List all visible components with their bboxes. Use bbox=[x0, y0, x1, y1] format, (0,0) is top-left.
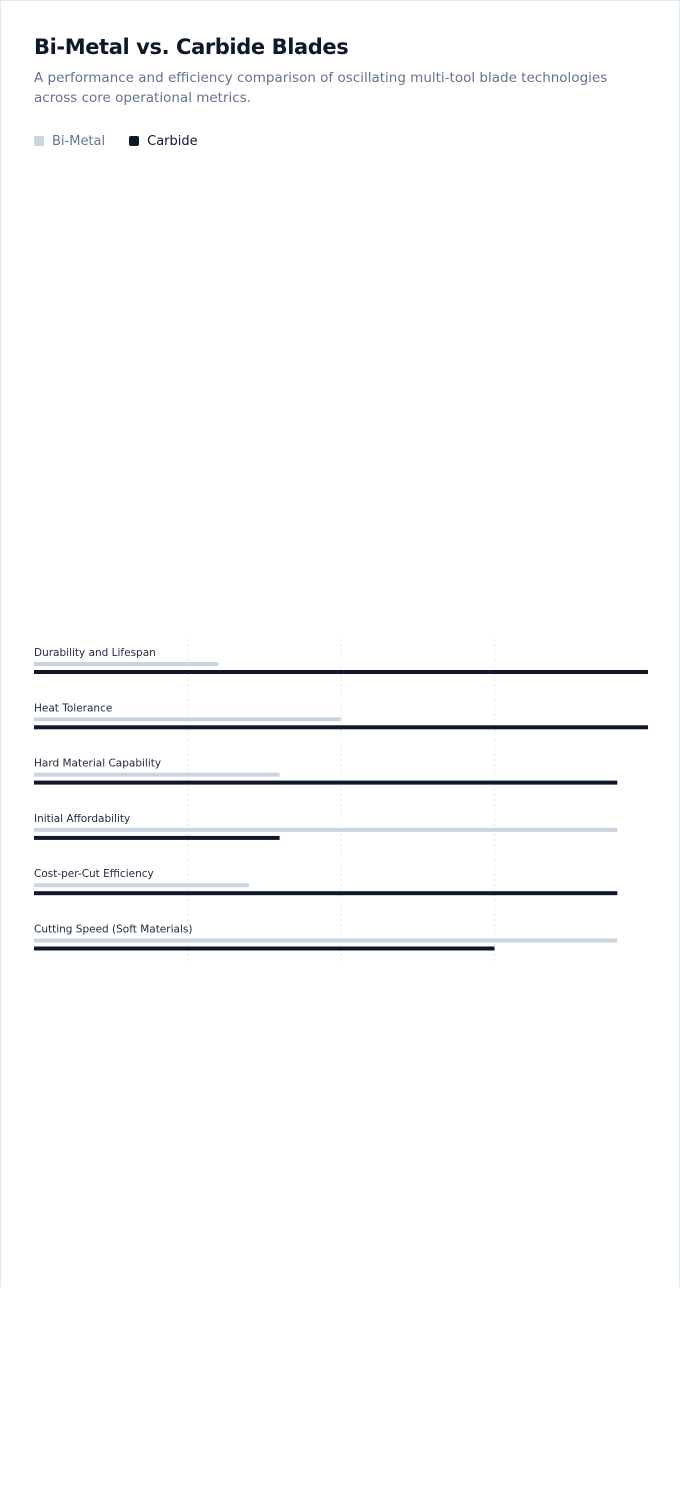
category-label: Cost-per-Cut Efficiency bbox=[34, 868, 154, 881]
category-label: Heat Tolerance bbox=[34, 702, 113, 715]
bar-bi-metal[interactable] bbox=[34, 662, 218, 666]
bar-carbide[interactable] bbox=[34, 725, 648, 729]
chart-title: Bi-Metal vs. Carbide Blades bbox=[34, 35, 349, 59]
category-label: Hard Material Capability bbox=[34, 757, 162, 770]
bar-carbide[interactable] bbox=[34, 891, 617, 895]
bar-bi-metal[interactable] bbox=[34, 773, 280, 777]
category-label: Cutting Speed (Soft Materials) bbox=[34, 923, 193, 936]
bar-carbide[interactable] bbox=[34, 670, 648, 674]
bar-chart bbox=[1, 1, 679, 1287]
bar-carbide[interactable] bbox=[34, 947, 495, 951]
chart-subtitle: A performance and efficiency comparison of oscillating multi-tool blade technologies across core operational metrics. bbox=[34, 70, 608, 106]
bar-bi-metal[interactable] bbox=[34, 828, 617, 832]
bar-bi-metal[interactable] bbox=[34, 939, 617, 943]
bar-bi-metal[interactable] bbox=[34, 717, 341, 721]
category-label: Durability and Lifespan bbox=[34, 647, 156, 659]
category-label: Initial Affordability bbox=[34, 812, 131, 825]
bar-carbide[interactable] bbox=[34, 836, 280, 840]
bar-bi-metal[interactable] bbox=[34, 883, 249, 887]
legend-label-carbide: Carbide bbox=[147, 133, 198, 149]
legend-label-bi-metal: Bi-Metal bbox=[52, 133, 106, 149]
bar-carbide[interactable] bbox=[34, 781, 617, 785]
